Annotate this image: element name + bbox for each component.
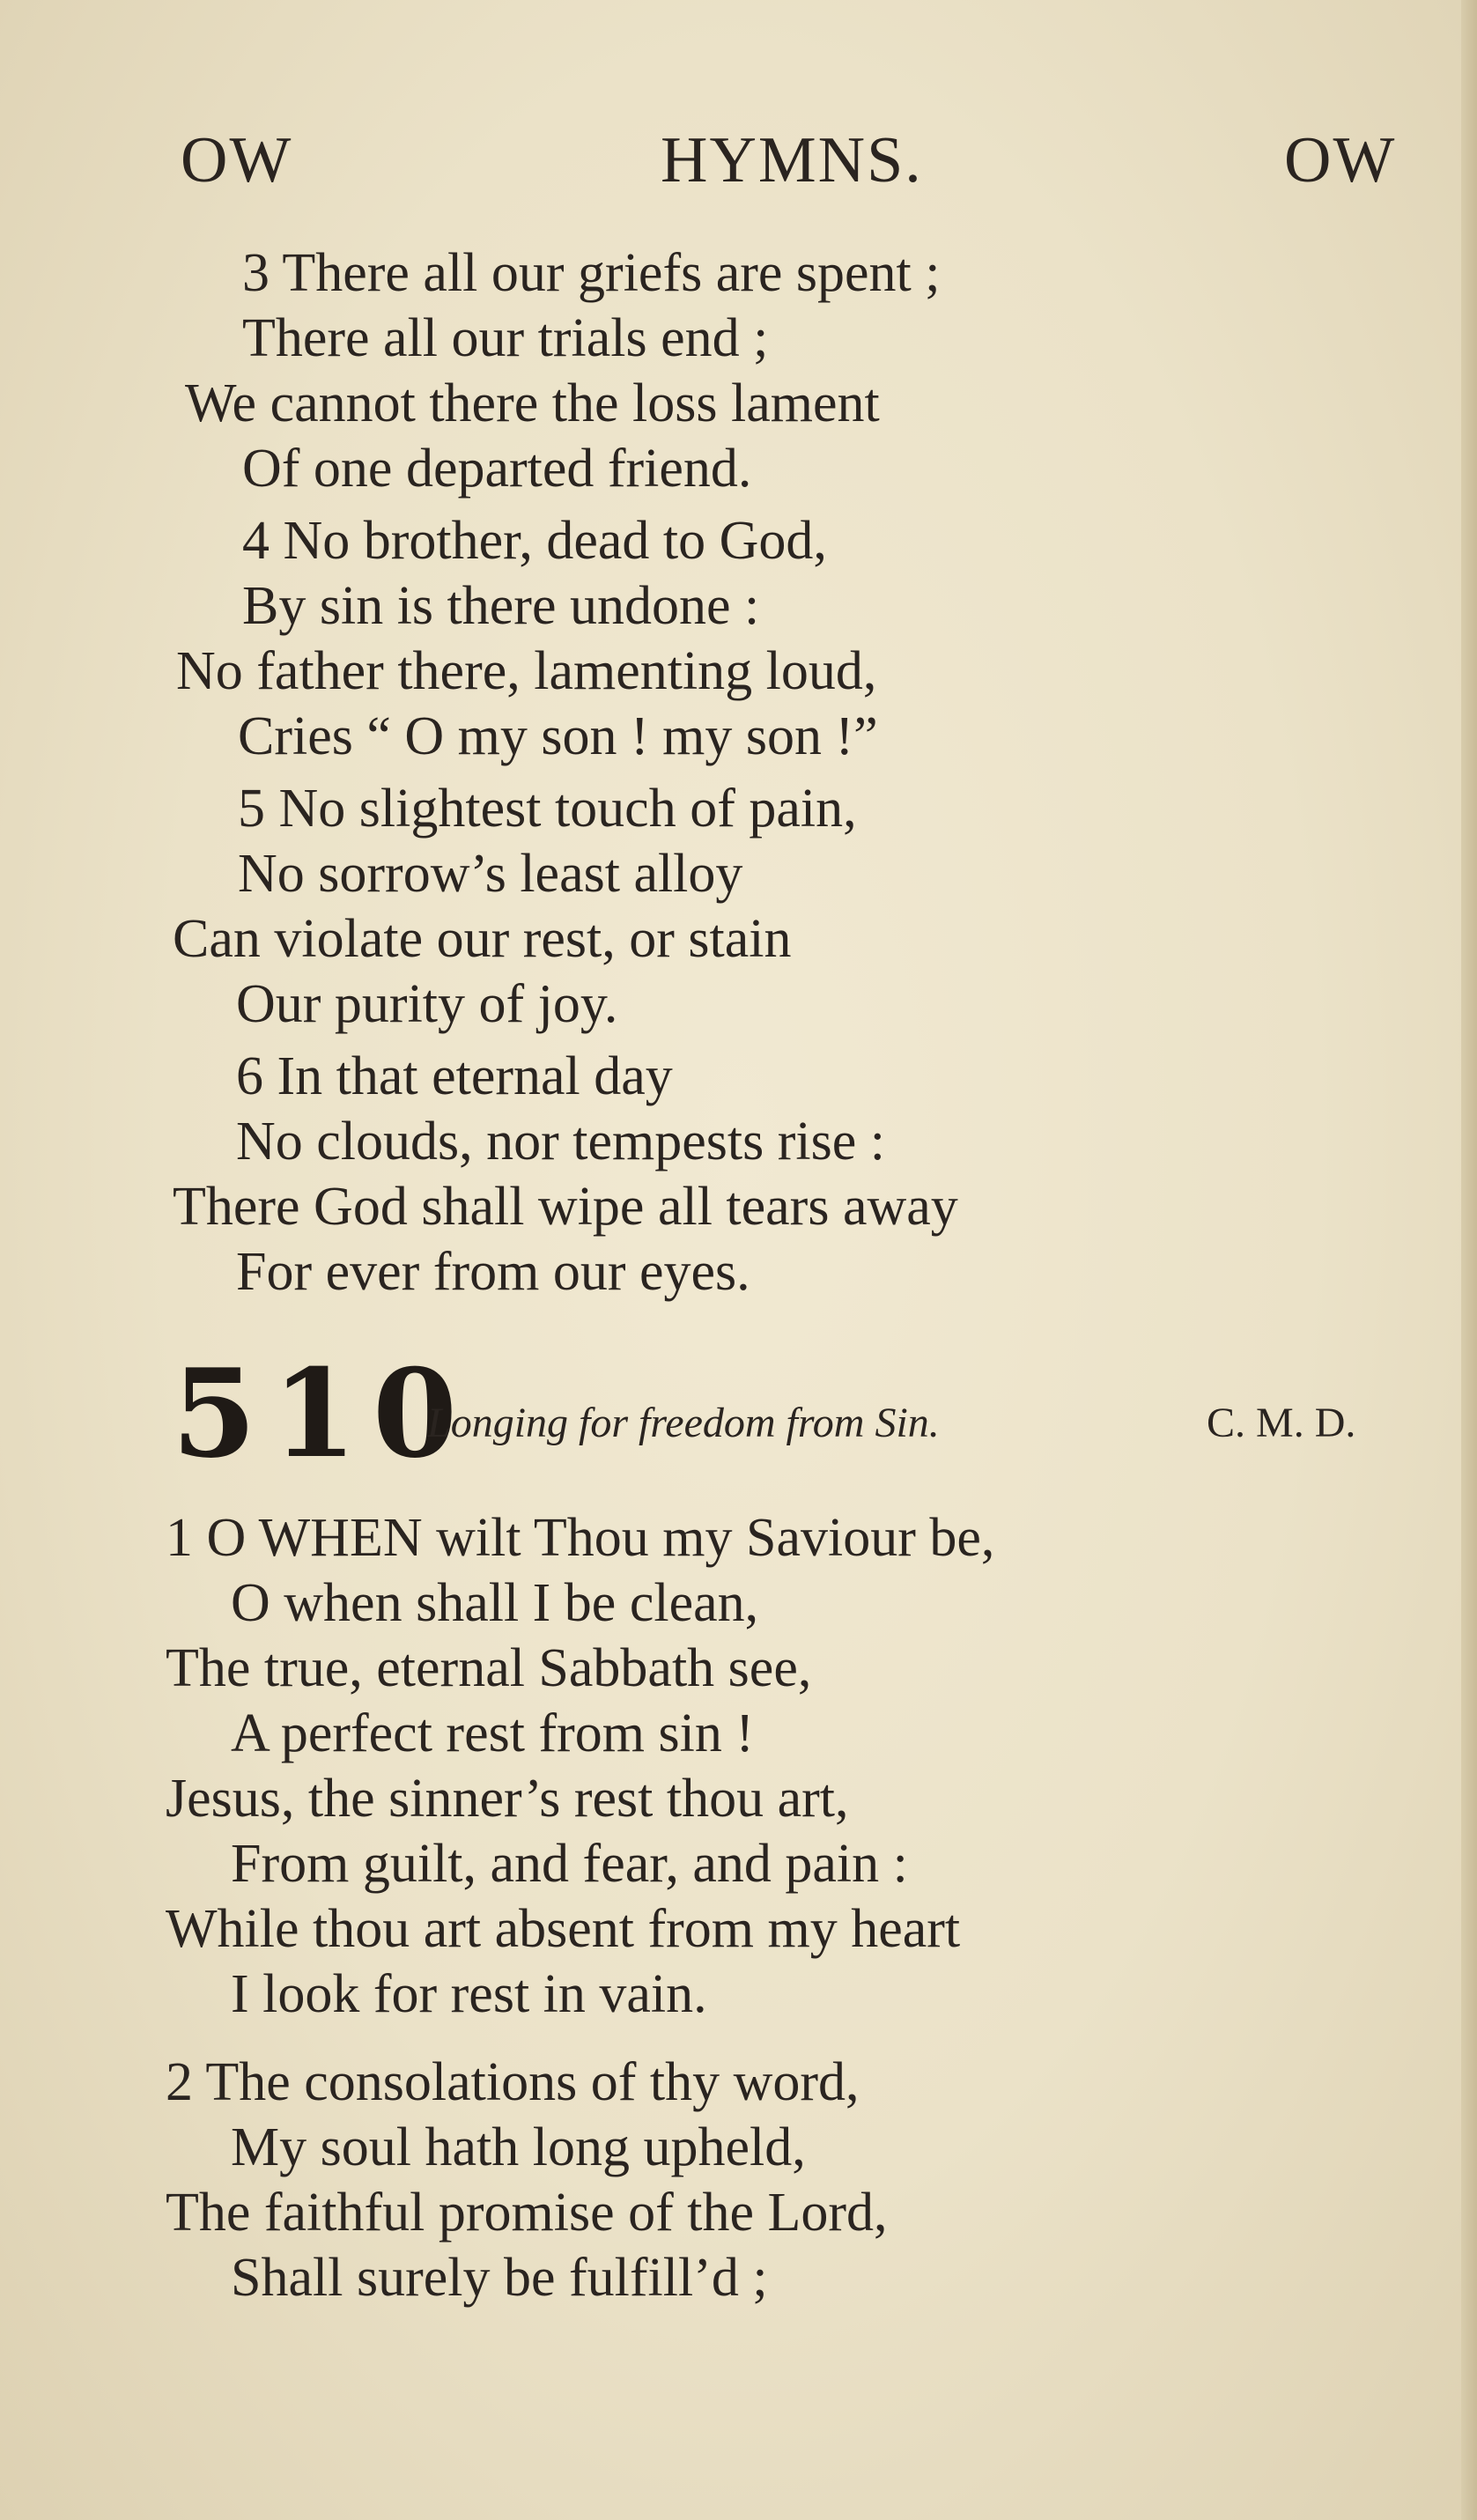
verse-line: While thou art absent from my heart bbox=[166, 1899, 961, 1959]
verse-line: The faithful promise of the Lord, bbox=[166, 2183, 888, 2243]
verse-line: There all our trials end ; bbox=[242, 308, 769, 368]
verse-line: Jesus, the sinner’s rest thou art, bbox=[166, 1769, 849, 1829]
verse-line: 1 O WHEN wilt Thou my Saviour be, bbox=[166, 1508, 995, 1568]
page-edge bbox=[1461, 0, 1477, 2520]
verse-line: A perfect rest from sin ! bbox=[231, 1703, 754, 1763]
header-left-catchword: OW bbox=[181, 124, 293, 196]
verse-line: From guilt, and fear, and pain : bbox=[231, 1834, 908, 1894]
running-header bbox=[0, 123, 1477, 203]
verse-line: There God shall wipe all tears away bbox=[173, 1177, 958, 1237]
hymn-number: 510 bbox=[172, 1341, 474, 1485]
verse-line: We cannot there the loss lament bbox=[185, 373, 880, 433]
verse-line: 5 No slightest touch of pain, bbox=[238, 779, 857, 839]
verse-line: Shall surely be fulfill’d ; bbox=[231, 2248, 768, 2308]
verse-line: My soul hath long upheld, bbox=[231, 2117, 806, 2177]
verse-line: The true, eternal Sabbath see, bbox=[166, 1638, 812, 1698]
verse-line: 3 There all our griefs are spent ; bbox=[242, 243, 941, 303]
header-title: HYMNS. bbox=[661, 124, 923, 196]
verse-line: I look for rest in vain. bbox=[231, 1964, 707, 2024]
verse-line: 6 In that eternal day bbox=[236, 1046, 673, 1106]
verse-line: By sin is there undone : bbox=[242, 576, 760, 636]
verse-line: Can violate our rest, or stain bbox=[173, 909, 792, 969]
verse-line: No clouds, nor tempests rise : bbox=[236, 1112, 886, 1171]
header-right-catchword: OW bbox=[1284, 124, 1397, 196]
hymn-meter: C. M. D. bbox=[1207, 1400, 1356, 1446]
verse-line: Our purity of joy. bbox=[236, 974, 618, 1034]
hymn-title: Longing for freedom from Sin. bbox=[427, 1400, 940, 1446]
verse-line: No sorrow’s least alloy bbox=[238, 844, 743, 904]
verse-line: Of one departed friend. bbox=[242, 439, 752, 499]
verse-line: O when shall I be clean, bbox=[231, 1573, 759, 1633]
verse-line: Cries “ O my son ! my son !” bbox=[238, 706, 878, 766]
verse-line: 4 No brother, dead to God, bbox=[242, 511, 827, 571]
verse-line: No father there, lamenting loud, bbox=[176, 641, 877, 701]
verse-line: For ever from our eyes. bbox=[236, 1242, 750, 1302]
hymn-heading bbox=[172, 1341, 1422, 1485]
verse-line: 2 The consolations of thy word, bbox=[166, 2052, 860, 2112]
